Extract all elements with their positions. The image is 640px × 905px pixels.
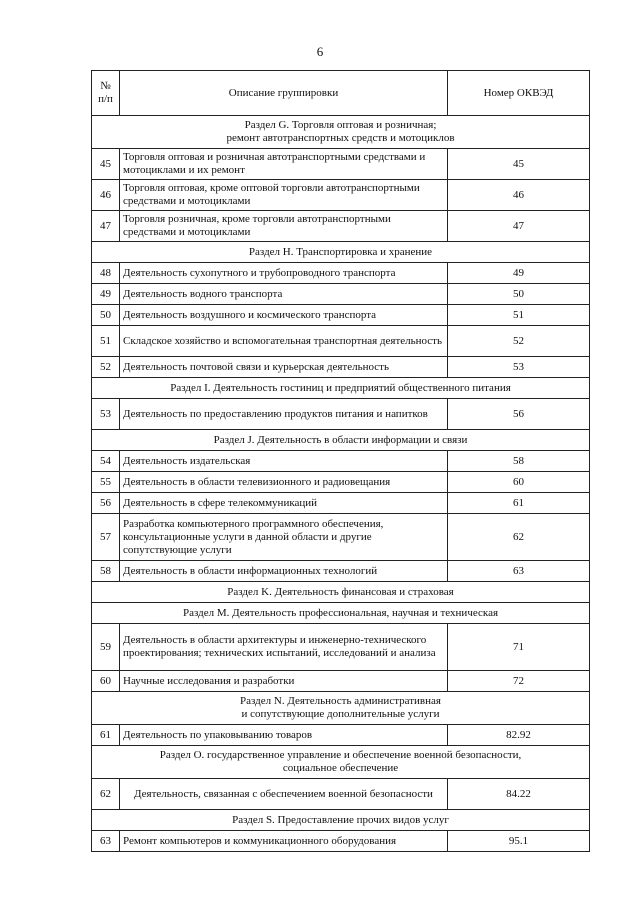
row-okved-code: 61 [448, 493, 590, 514]
row-okved-code: 82.92 [448, 725, 590, 746]
row-description: Торговля оптовая и розничная автотранспортными средствами и мотоциклами и их ремонт [120, 149, 448, 180]
row-description: Деятельность в области архитектуры и инженерно-технического проектирования; технических испытаний, исследований и анализа [120, 624, 448, 671]
row-number: 53 [92, 399, 120, 430]
row-number: 58 [92, 561, 120, 582]
section-title-line1: Раздел J. Деятельность в области информации и связи [213, 433, 468, 446]
row-okved-code: 47 [448, 211, 590, 242]
row-okved-code: 50 [448, 284, 590, 305]
section-title [92, 810, 590, 831]
row-number: 47 [92, 211, 120, 242]
row-number: 55 [92, 472, 120, 493]
section-title-line1: Раздел K. Деятельность финансовая и страховая [227, 585, 454, 598]
section-title [92, 603, 590, 624]
row-number: 60 [92, 671, 120, 692]
section-title-line2: ремонт автотранспортных средств и мотоциклов [226, 132, 455, 144]
section-title [92, 692, 590, 725]
row-okved-code: 49 [448, 263, 590, 284]
header-num [92, 71, 120, 116]
row-okved-code: 52 [448, 326, 590, 357]
section-title-line1: Раздел S. Предоставление прочих видов услуг [232, 813, 449, 826]
row-number: 48 [92, 263, 120, 284]
row-number: 51 [92, 326, 120, 357]
row-okved-code: 46 [448, 180, 590, 211]
row-description: Торговля оптовая, кроме оптовой торговли автотранспортными средствами и мотоциклами [120, 180, 448, 211]
row-okved-code: 53 [448, 357, 590, 378]
table-row [92, 326, 590, 357]
row-number: 45 [92, 149, 120, 180]
row-okved-code: 51 [448, 305, 590, 326]
section-title-line1: Раздел G. Торговля оптовая и розничная; [244, 119, 437, 131]
table-row [92, 305, 590, 326]
row-okved-code: 62 [448, 514, 590, 561]
section-row [92, 746, 590, 779]
section-row [92, 810, 590, 831]
row-okved-code: 95.1 [448, 831, 590, 852]
row-description: Деятельность почтовой связи и курьерская деятельность [120, 357, 448, 378]
row-okved-code: 71 [448, 624, 590, 671]
table-row [92, 514, 590, 561]
row-number: 52 [92, 357, 120, 378]
row-description: Складское хозяйство и вспомогательная транспортная деятельность [120, 326, 448, 357]
section-row [92, 378, 590, 399]
row-okved-code: 56 [448, 399, 590, 430]
row-description: Ремонт компьютеров и коммуникационного оборудования [120, 831, 448, 852]
row-description: Деятельность водного транспорта [120, 284, 448, 305]
header-num-line1: № [100, 80, 111, 92]
row-number: 62 [92, 779, 120, 810]
section-title-line1: Раздел O. государственное управление и обеспечение военной безопасности, [159, 749, 522, 761]
row-description: Деятельность издательская [120, 451, 448, 472]
table-row [92, 211, 590, 242]
page-number: 6 [316, 44, 324, 59]
row-number: 59 [92, 624, 120, 671]
row-description: Деятельность по предоставлению продуктов питания и напитков [120, 399, 448, 430]
row-description: Научные исследования и разработки [120, 671, 448, 692]
section-title-line1: Раздел M. Деятельность профессиональная, научная и техническая [182, 606, 499, 619]
section-title [92, 378, 590, 399]
section-row [92, 242, 590, 263]
table-row [92, 357, 590, 378]
row-description: Деятельность в области телевизионного и радиовещания [120, 472, 448, 493]
row-description: Деятельность в области информационных технологий [120, 561, 448, 582]
section-title-line2: и сопутствующие дополнительные услуги [241, 708, 440, 720]
section-row [92, 116, 590, 149]
row-number: 54 [92, 451, 120, 472]
section-title [92, 582, 590, 603]
table-row [92, 493, 590, 514]
table-row [92, 779, 590, 810]
table-row [92, 561, 590, 582]
row-description: Деятельность по упаковыванию товаров [120, 725, 448, 746]
section-title-line2: социальное обеспечение [282, 762, 399, 774]
section-row [92, 603, 590, 624]
section-title-line1: Раздел H. Транспортировка и хранение [248, 245, 433, 258]
table-row [92, 624, 590, 671]
section-row [92, 430, 590, 451]
section-title [92, 116, 590, 149]
row-number: 50 [92, 305, 120, 326]
row-description: Торговля розничная, кроме торговли автотранспортными средствами и мотоциклами [120, 211, 448, 242]
row-description: Деятельность воздушного и космического транспорта [120, 305, 448, 326]
table-row [92, 725, 590, 746]
section-row [92, 582, 590, 603]
row-number: 61 [92, 725, 120, 746]
row-description: Деятельность сухопутного и трубопроводного транспорта [120, 263, 448, 284]
row-number: 57 [92, 514, 120, 561]
row-okved-code: 60 [448, 472, 590, 493]
row-okved-code: 72 [448, 671, 590, 692]
section-title [92, 430, 590, 451]
row-description: Разработка компьютерного программного обеспечения, консультационные услуги в данной области и другие сопутствующие услуги [120, 514, 448, 561]
row-okved-code: 58 [448, 451, 590, 472]
header-code: Номер ОКВЭД [448, 71, 590, 116]
table-row [92, 671, 590, 692]
table-row [92, 284, 590, 305]
table-row [92, 831, 590, 852]
row-description: Деятельность в сфере телекоммуникаций [120, 493, 448, 514]
section-title [92, 242, 590, 263]
table-row [92, 472, 590, 493]
table-row [92, 451, 590, 472]
section-row [92, 692, 590, 725]
row-number: 46 [92, 180, 120, 211]
table-row [92, 180, 590, 211]
table-row [92, 263, 590, 284]
section-title-line1: Раздел I. Деятельность гостиниц и предприятий общественного питания [170, 381, 511, 394]
table-row [92, 149, 590, 180]
row-description: Деятельность, связанная с обеспечением военной безопасности [120, 779, 448, 810]
row-okved-code: 45 [448, 149, 590, 180]
row-number: 49 [92, 284, 120, 305]
header-num-line2: п/п [98, 93, 113, 105]
row-okved-code: 63 [448, 561, 590, 582]
section-title [92, 746, 590, 779]
section-title-line1: Раздел N. Деятельность административная [240, 695, 441, 707]
okved-table [91, 70, 590, 852]
header-desc: Описание группировки [120, 71, 448, 116]
table-row [92, 399, 590, 430]
row-number: 63 [92, 831, 120, 852]
row-okved-code: 84.22 [448, 779, 590, 810]
row-number: 56 [92, 493, 120, 514]
table-header-row [92, 71, 590, 116]
